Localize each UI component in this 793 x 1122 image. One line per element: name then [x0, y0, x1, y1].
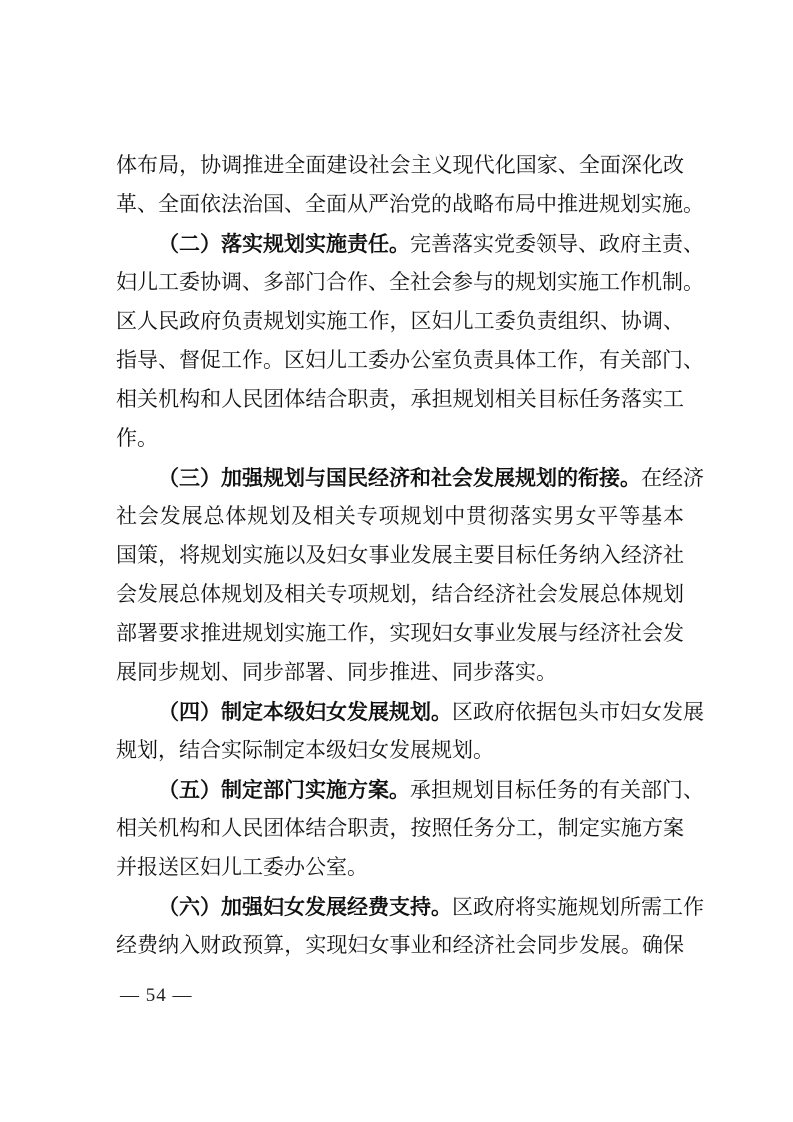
section-heading: （三）加强规划与国民经济和社会发展规划的衔接。: [158, 465, 641, 490]
section-heading: （四）制定本级妇女发展规划。: [158, 699, 452, 724]
text-span: 完善落实党委领导、政府主责、: [410, 232, 704, 256]
text-span: 承担规划目标任务的有关部门、: [410, 778, 704, 802]
paragraph-first-line: [116, 770, 704, 809]
paragraph-first-line: [116, 224, 704, 263]
text-line: 相关机构和人民团体结合职责，按照任务分工，制定实施方案: [116, 816, 684, 840]
section-heading: （二）落实规划实施责任。: [158, 231, 410, 256]
text-line: 国策，将规划实施以及妇女事业发展主要目标任务纳入经济社: [116, 543, 684, 567]
section-heading: （六）加强妇女发展经费支持。: [158, 894, 452, 919]
text-span: 在经济: [641, 466, 704, 490]
text-line: 并报送区妇儿工委办公室。: [116, 855, 368, 879]
text-line: 革、全面依法治国、全面从严治党的战略布局中推进规划实施。: [116, 192, 704, 216]
text-line: 规划，结合实际制定本级妇女发展规划。: [116, 738, 494, 762]
text-line: 指导、督促工作。区妇儿工委办公室负责具体工作，有关部门、: [116, 348, 704, 372]
text-line: 会发展总体规划及相关专项规划，结合经济社会发展总体规划: [116, 582, 684, 606]
text-line: 相关机构和人民团体结合职责，承担规划相关目标任务落实工: [116, 387, 684, 411]
paragraph-first-line: [116, 692, 704, 731]
text-line: 展同步规划、同步部署、同步推进、同步落实。: [116, 660, 557, 684]
text-line: 经费纳入财政预算，实现妇女事业和经济社会同步发展。确保: [116, 933, 684, 957]
text-span: 区政府将实施规划所需工作: [452, 895, 704, 919]
text-line: 作。: [116, 426, 158, 450]
section-heading: （五）制定部门实施方案。: [158, 777, 410, 802]
page-number: — 54 —: [120, 985, 193, 1006]
body-text: [116, 146, 704, 965]
text-line: 社会发展总体规划及相关专项规划中贯彻落实男女平等基本: [116, 504, 684, 528]
text-line: 区人民政府负责规划实施工作，区妇儿工委负责组织、协调、: [116, 309, 684, 333]
paragraph-first-line: [116, 458, 704, 497]
paragraph-first-line: [116, 887, 704, 926]
text-line: 部署要求推进规划实施工作，实现妇女事业发展与经济社会发: [116, 621, 684, 645]
text-span: 区政府依据包头市妇女发展: [452, 700, 704, 724]
text-line: 体布局，协调推进全面建设社会主义现代化国家、全面深化改: [116, 153, 684, 177]
text-line: 妇儿工委协调、多部门合作、全社会参与的规划实施工作机制。: [116, 270, 704, 294]
